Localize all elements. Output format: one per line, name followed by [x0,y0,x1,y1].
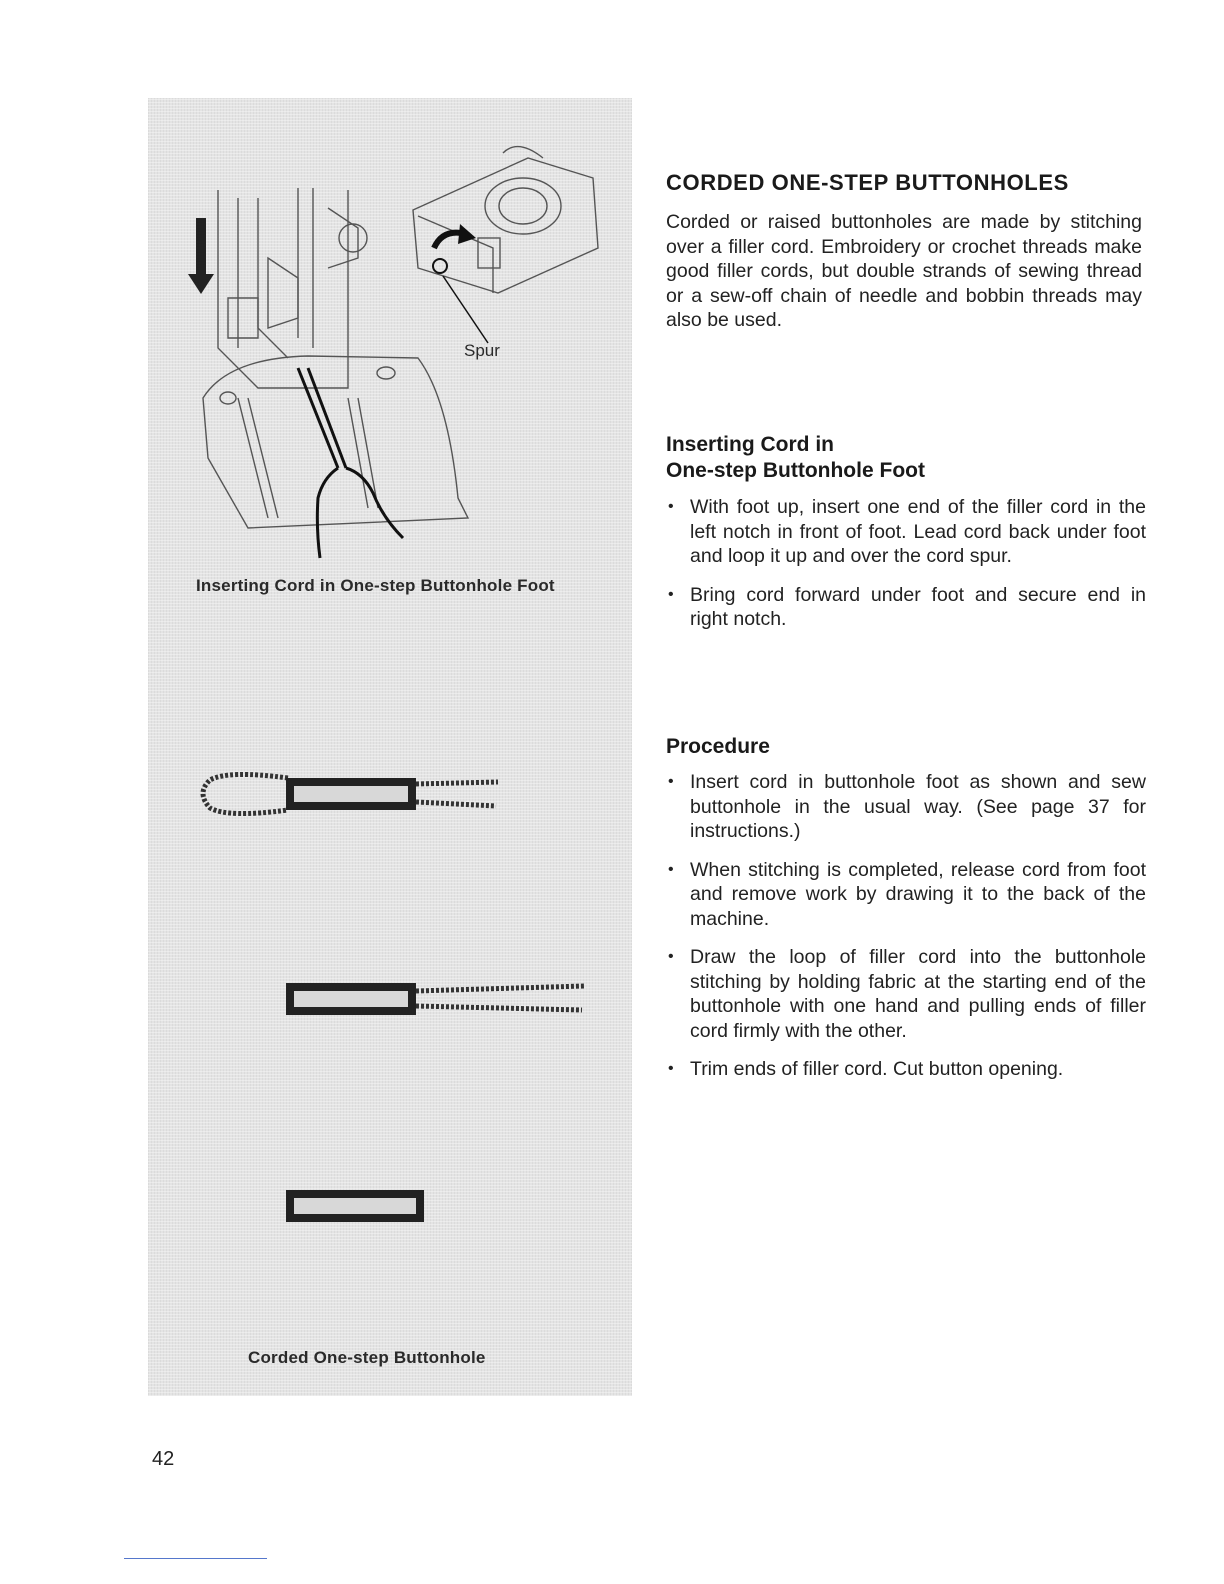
corded-buttonhole-finished [286,1190,424,1222]
filler-cord-drawing [298,368,403,558]
corded-buttonhole-step2 [286,983,584,1015]
corded-buttonhole-step1 [203,774,498,813]
list-item: • Bring cord forward under foot and secure end in right notch. [666,583,1146,632]
down-arrow-icon [188,218,214,294]
footer-rule [124,1558,267,1559]
procedure-steps [666,770,1146,1096]
presser-foot-drawing [203,188,468,528]
intro-paragraph: Corded or raised buttonholes are made by stitching over a filler cord. Embroidery or crochet threads make good filler cords, but double strands of sewing thread or a sew-off chain of needle and bobbin threads may also be used. [666,211,1142,331]
section-heading-line2: One-step Buttonhole Foot [666,459,925,482]
list-item: • Draw the loop of filler cord into the buttonhole stitching by holding fabric at the starting end of the buttonhole with one hand and pulling ends of filler cord firmly with the other. [666,945,1146,1043]
spur-label: Spur [464,341,500,360]
list-item: • Trim ends of filler cord. Cut button opening. [666,1057,1146,1082]
page-title: CORDED ONE-STEP BUTTONHOLES [666,170,1069,195]
list-item: • Insert cord in buttonhole foot as shown and sew buttonhole in the usual way. (See page 37 for instructions.) [666,770,1146,844]
foot-closeup-drawing [413,147,598,293]
illustration-drawing [148,98,632,1396]
figure-caption-inserting-cord: Inserting Cord in One-step Buttonhole Foot [196,576,555,595]
list-item: • When stitching is completed, release cord from foot and remove work by drawing it to the back of the machine. [666,858,1146,932]
section-heading-line1: Inserting Cord in [666,433,834,456]
section-heading-procedure: Procedure [666,735,770,758]
section-heading-inserting-cord [666,432,925,484]
page-number: 42 [152,1448,175,1470]
illustration-panel [148,98,632,1396]
list-item: • With foot up, insert one end of the filler cord in the left notch in front of foot. Lead cord back under foot and loop it up and over the cord spur. [666,495,1146,569]
figure-caption-corded-buttonhole: Corded One-step Buttonhole [248,1348,486,1367]
inserting-cord-steps [666,495,1146,646]
